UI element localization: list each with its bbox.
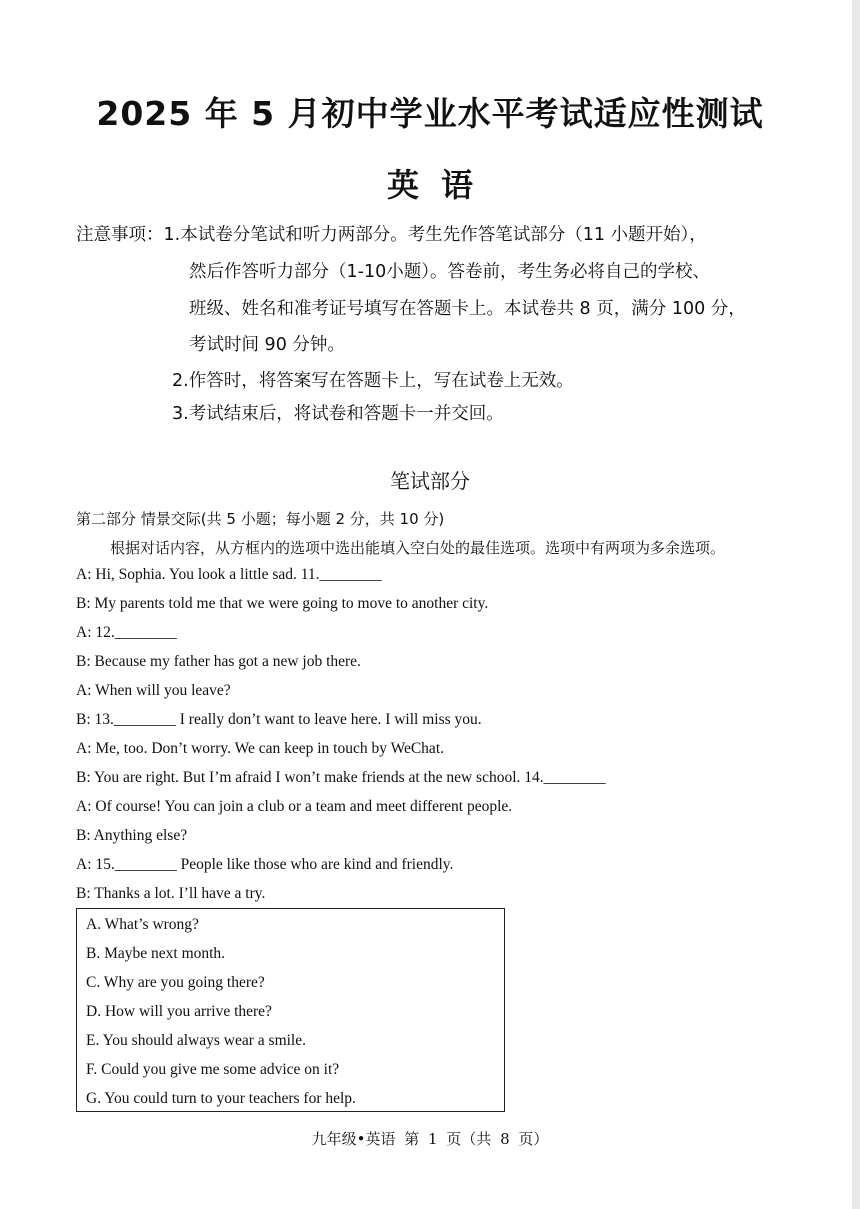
dialogue-line: A: 15.________ People like those who are kind and friendly. bbox=[76, 856, 454, 873]
note-line: 考试时间 90 分钟。 bbox=[189, 335, 345, 355]
note-line: 班级、姓名和准考证号填写在答题卡上。本试卷共 8 页，满分 100 分， bbox=[189, 299, 746, 319]
subject-title: 英语 bbox=[386, 166, 495, 204]
option-item: G. You could turn to your teachers for help. bbox=[86, 1090, 356, 1107]
dialogue-line: B: You are right. But I’m afraid I won’t make friends at the new school. 14.________ bbox=[76, 769, 606, 786]
note-line: 2.作答时，将答案写在答题卡上，写在试卷上无效。 bbox=[172, 371, 574, 391]
page-footer: 九年级•英语 第 1 页（共 8 页） bbox=[311, 1130, 549, 1148]
exam-title: 2025 年 5 月初中学业水平考试适应性测试 bbox=[96, 94, 764, 133]
dialogue-line: B: Anything else? bbox=[76, 827, 188, 844]
instruction: 根据对话内容，从方框内的选项中选出能填入空白处的最佳选项。选项中有两项为多余选项。 bbox=[110, 539, 726, 557]
option-item: B. Maybe next month. bbox=[86, 945, 226, 962]
dialogue-line: A: Me, too. Don’t worry. We can keep in touch by WeChat. bbox=[76, 740, 444, 757]
dialogue-line: B: My parents told me that we were going to move to another city. bbox=[76, 595, 489, 612]
dialogue-line: B: Because my father has got a new job there. bbox=[76, 653, 361, 670]
dialogue-line: A: Hi, Sophia. You look a little sad. 11.________ bbox=[76, 566, 382, 583]
dialogue-line: A: Of course! You can join a club or a team and meet different people. bbox=[76, 798, 513, 815]
option-item: D. How will you arrive there? bbox=[86, 1003, 272, 1020]
option-item: C. Why are you going there? bbox=[86, 974, 265, 991]
option-item: E. You should always wear a smile. bbox=[86, 1032, 306, 1049]
option-item: A. What’s wrong? bbox=[86, 916, 199, 933]
options-box bbox=[76, 908, 505, 1112]
note-line: 注意事项：1.本试卷分笔试和听力两部分。考生先作答笔试部分（11 小题开始）， bbox=[76, 225, 707, 245]
option-item: F. Could you give me some advice on it? bbox=[86, 1061, 340, 1078]
note-line: 3.考试结束后，将试卷和答题卡一并交回。 bbox=[172, 404, 504, 424]
note-line: 然后作答听力部分（1-10小题）。答卷前，考生务必将自己的学校、 bbox=[189, 262, 710, 282]
dialogue-line: A: 12.________ bbox=[76, 624, 177, 641]
dialogue-line: A: When will you leave? bbox=[76, 682, 231, 699]
dialogue-line: B: Thanks a lot. I’ll have a try. bbox=[76, 885, 266, 902]
dialogue-line: B: 13.________ I really don’t want to leave here. I will miss you. bbox=[76, 711, 482, 728]
section-heading: 笔试部分 bbox=[390, 469, 470, 493]
part-heading: 第二部分 情景交际(共 5 小题；每小题 2 分，共 10 分) bbox=[76, 510, 445, 528]
